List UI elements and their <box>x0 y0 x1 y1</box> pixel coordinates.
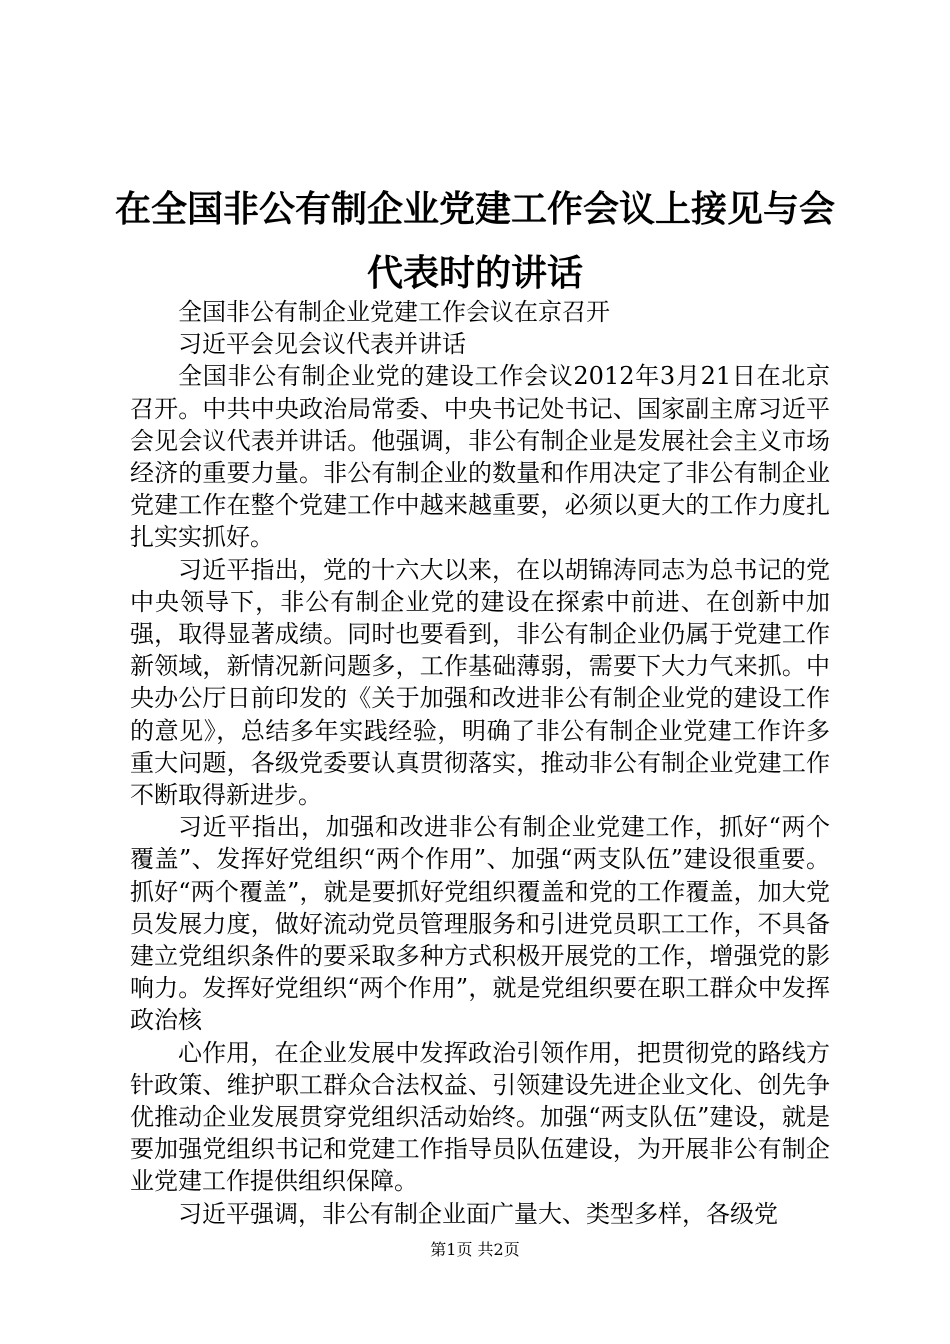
paragraph: 习近平强调，非公有制企业面广量大、类型多样，各级党 <box>178 1199 778 1228</box>
subheading: 全国非公有制企业党建工作会议在京召开 <box>178 298 610 326</box>
document-title <box>100 178 850 306</box>
document-body <box>130 296 830 1230</box>
paragraph: 全国非公有制企业党的建设工作会议2012年3月21日在北京召开。中共中央政治局常委、中央书记处书记、国家副主席习近平会见会议代表并讲话。他强调，非公有制企业是发展社会主义市场经济的重要力量。非公有制企业的数量和作用决定了非公有制企业党建工作在整个党建工作中越来越重要，必须以更大的工作力度扎扎实实抓好。 <box>130 362 830 552</box>
page-footer: 第1页 共2页 <box>430 1240 520 1259</box>
paragraph: 习近平指出，加强和改进非公有制企业党建工作，抓好“两个覆盖”、发挥好党组织“两个作用”、加强“两支队伍”建设很重要。抓好“两个覆盖”，就是要抓好党组织覆盖和党的工作覆盖，加大党员发展力度，做好流动党员管理服务和引进党员职工工作，不具备建立党组织条件的要采取多种方式积极开展党的工作，增强党的影响力。发挥好党组织“两个作用”，就是党组织要在职工群众中发挥政治核 <box>130 813 830 1035</box>
paragraph: 习近平指出，党的十六大以来，在以胡锦涛同志为总书记的党中央领导下，非公有制企业党的建设在探索中前进、在创新中加强，取得显著成绩。同时也要看到，非公有制企业仍属于党建工作新领域，新情况新问题多，工作基础薄弱，需要下大力气来抓。中央办公厅日前印发的《关于加强和改进非公有制企业党的建设工作的意见》，总结多年实践经验，明确了非公有制企业党建工作许多重大问题，各级党委要认真贯彻落实，推动非公有制企业党建工作不断取得新进步。 <box>130 555 830 810</box>
subheading: 习近平会见会议代表并讲话 <box>178 330 466 359</box>
paragraph: 心作用，在企业发展中发挥政治引领作用，把贯彻党的路线方针政策、维护职工群众合法权益、引领建设先进企业文化、创先争优推动企业发展贯穿党组织活动始终。加强“两支队伍”建设，就是要加强党组织书记和党建工作指导员队伍建设，为开展非公有制企业党建工作提供组织保障。 <box>130 1038 830 1196</box>
title-line-1: 在全国非公有制企业党建工作会议上接见与会 <box>114 189 835 230</box>
title-line-2: 代表时的讲话 <box>366 253 583 294</box>
